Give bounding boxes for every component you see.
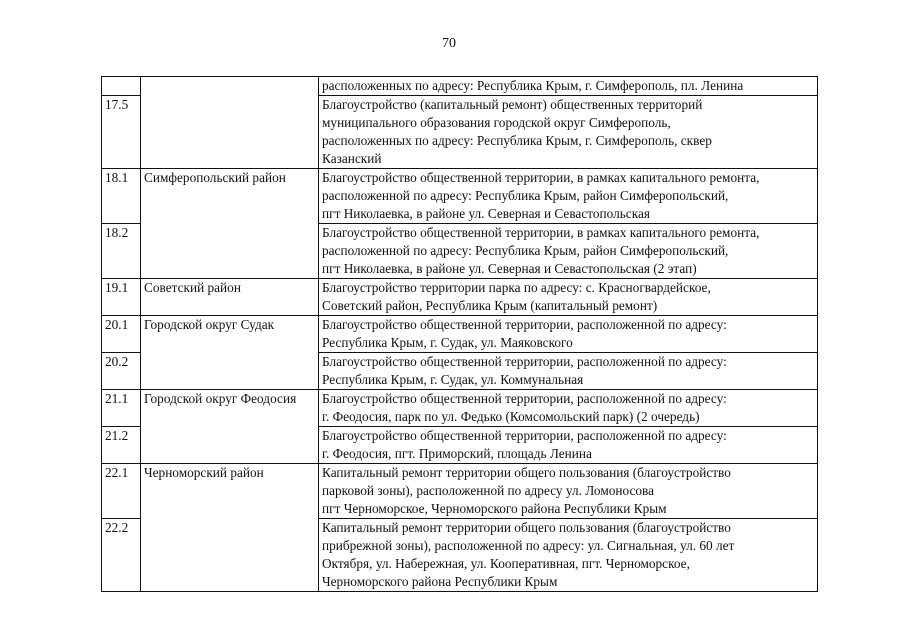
row-number-cell: 21.1 xyxy=(102,390,141,427)
object-description-cell: Капитальный ремонт территории общего пользования (благоустройство прибрежной зоны), расположенной по адресу: ул. Сигнальная, ул. 60 лет Октября, ул. Набережная, ул. Кооперативная, пгт. Черноморское, Черноморского района Республики Крым xyxy=(319,519,818,592)
object-description-cell: Благоустройство общественной территории, расположенной по адресу: г. Феодосия, пгт. Приморский, площадь Ленина xyxy=(319,427,818,464)
row-number-cell: 20.1 xyxy=(102,316,141,353)
row-number-cell: 22.2 xyxy=(102,519,141,592)
object-description-cell: Благоустройство общественной территории, в рамках капитального ремонта, расположенной по адресу: Республика Крым, район Симферопольский, пгт Николаевка, в районе ул. Северная и Севастопольская (2 этап) xyxy=(319,224,818,279)
table-row xyxy=(102,464,818,519)
object-description-cell: Капитальный ремонт территории общего пользования (благоустройство парковой зоны), расположенной по адресу ул. Ломоносова пгт Черноморское, Черноморского района Республики Крым xyxy=(319,464,818,519)
table-row xyxy=(102,279,818,316)
row-number-cell: 20.2 xyxy=(102,353,141,390)
municipality-cell: Симферопольский район xyxy=(141,169,319,279)
municipality-cell xyxy=(141,77,319,169)
object-description-cell: Благоустройство общественной территории, расположенной по адресу: Республика Крым, г. Судак, ул. Маяковского xyxy=(319,316,818,353)
object-description-cell: Благоустройство общественной территории, в рамках капитального ремонта, расположенной по адресу: Республика Крым, район Симферопольский, пгт Николаевка, в районе ул. Северная и Севастопольская xyxy=(319,169,818,224)
municipality-cell: Советский район xyxy=(141,279,319,316)
row-number-cell: 18.1 xyxy=(102,169,141,224)
row-number-cell: 22.1 xyxy=(102,464,141,519)
table-row xyxy=(102,169,818,224)
improvement-objects-table xyxy=(101,76,818,592)
table-row xyxy=(102,390,818,427)
object-description-cell: Благоустройство общественной территории, расположенной по адресу: г. Феодосия, парк по ул. Федько (Комсомольский парк) (2 очередь) xyxy=(319,390,818,427)
municipality-cell: Городской округ Судак xyxy=(141,316,319,390)
municipality-cell: Черноморский район xyxy=(141,464,319,592)
object-description-cell: Благоустройство территории парка по адресу: с. Красногвардейское, Советский район, Республика Крым (капитальный ремонт) xyxy=(319,279,818,316)
row-number-cell: 17.5 xyxy=(102,96,141,169)
municipality-cell: Городской округ Феодосия xyxy=(141,390,319,464)
row-number-cell: 21.2 xyxy=(102,427,141,464)
object-description-cell: расположенных по адресу: Республика Крым, г. Симферополь, пл. Ленина xyxy=(319,77,818,96)
row-number-cell xyxy=(102,77,141,96)
table-row xyxy=(102,77,818,96)
table-row xyxy=(102,316,818,353)
row-number-cell: 19.1 xyxy=(102,279,141,316)
object-description-cell: Благоустройство общественной территории, расположенной по адресу: Республика Крым, г. Судак, ул. Коммунальная xyxy=(319,353,818,390)
object-description-cell: Благоустройство (капитальный ремонт) общественных территорий муниципального образования городской округ Симферополь, расположенных по адресу: Республика Крым, г. Симферополь, сквер Казанский xyxy=(319,96,818,169)
page-number: 70 xyxy=(442,36,456,51)
row-number-cell: 18.2 xyxy=(102,224,141,279)
